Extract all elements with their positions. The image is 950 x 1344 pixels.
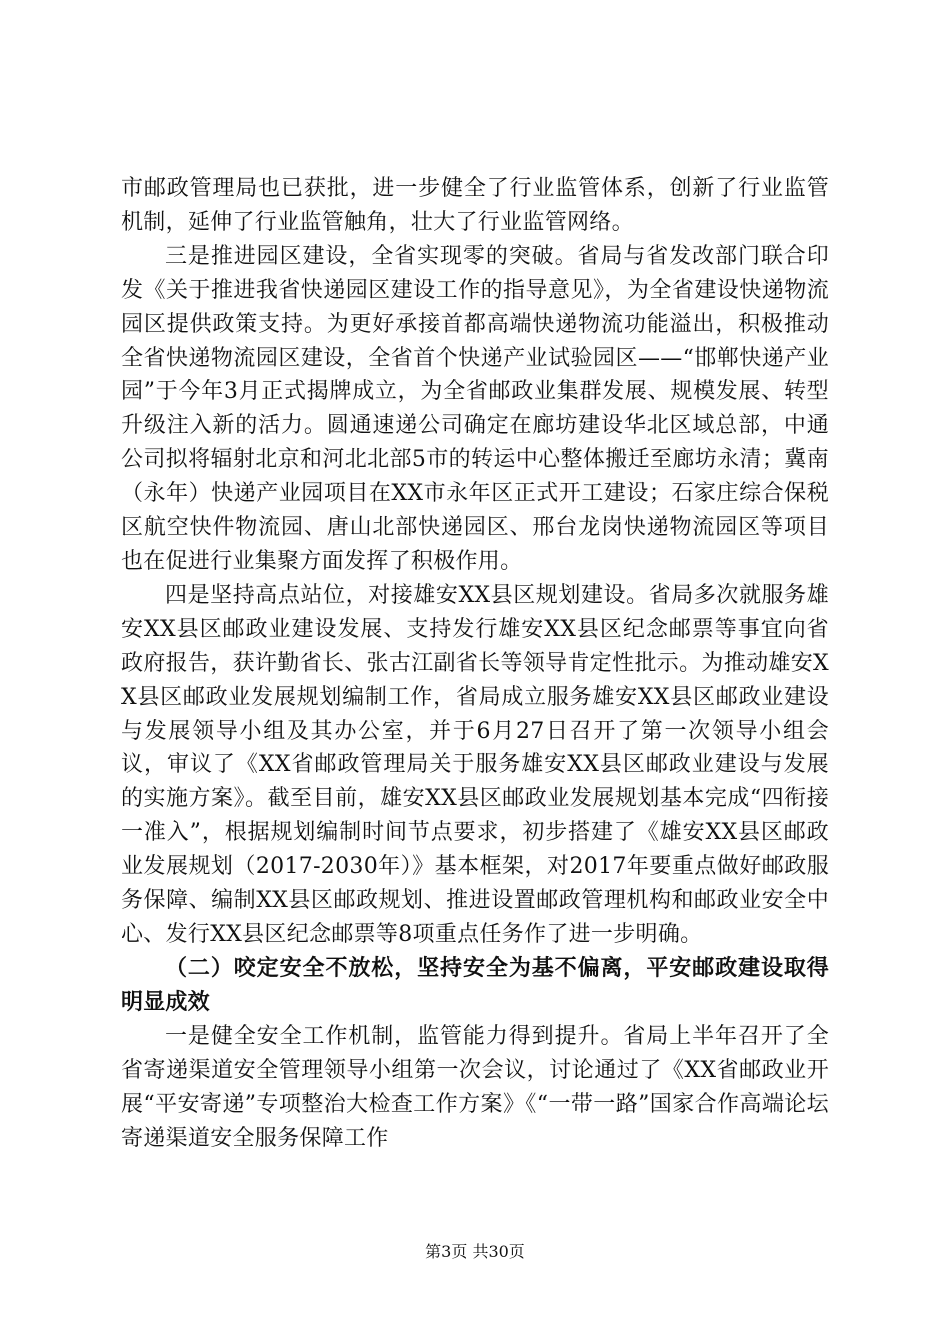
paragraph-continuation: 市邮政管理局也已获批，进一步健全了行业监管体系，创新了行业监管机制，延伸了行业监管触角，壮大了行业监管网络。: [121, 176, 829, 235]
paragraph-xiongan-planning: 四是坚持高点站位，对接雄安XX县区规划建设。省局多次就服务雄安XX县区邮政业建设发展、支持发行雄安XX县区纪念邮票等事宜向省政府报告，获许勤省长、张古江副省长等领导肯定性批示。为推动雄安XX县区邮政业发展规划编制工作，省局成立服务雄安XX县区邮政业建设与发展领导小组及其办公室，并于6月27日召开了第一次领导小组会议，审议了《XX省邮政管理局关于服务雄安XX县区邮政业建设与发展的实施方案》。截至目前，雄安XX县区邮政业发展规划基本完成“四衔接一准入”，根据规划编制时间节点要求，初步搭建了《雄安XX县区邮政业发展规划（2017-2030年）》基本框架，对2017年要重点做好邮政服务保障、编制XX县区邮政规划、推进设置邮政管理机构和邮政业安全中心、发行XX县区纪念邮票等8项重点任务作了进一步明确。: [121, 582, 829, 947]
section-heading: （二）咬定安全不放松，坚持安全为基不偏离，平安邮政建设取得明显成效: [121, 955, 829, 1015]
paragraph-safety-mechanism: 一是健全安全工作机制，监管能力得到提升。省局上半年召开了全省寄递渠道安全管理领导小组第一次会议，讨论通过了《XX省邮政业开展“平安寄递”专项整治大检查工作方案》《“一带一路”国家合作高端论坛寄递渠道安全服务保障工作: [121, 1023, 829, 1151]
paragraph-park-construction: 三是推进园区建设，全省实现零的突破。省局与省发改部门联合印发《关于推进我省快递园区建设工作的指导意见》，为全省建设快递物流园区提供政策支持。为更好承接首都高端快递物流功能溢出，积极推动全省快递物流园区建设，全省首个快递产业试验园区——“邯郸快递产业园”于今年3月正式揭牌成立，为全省邮政业集群发展、规模发展、转型升级注入新的活力。圆通速递公司确定在廊坊建设华北区域总部，中通公司拟将辐射北京和河北北部5市的转运中心整体搬迁至廊坊永清；冀南（永年）快递产业园项目在XX市永年区正式开工建设；石家庄综合保税区航空快件物流园、唐山北部快递园区、邢台龙岗快递物流园区等项目也在促进行业集聚方面发挥了积极作用。: [121, 243, 829, 574]
document-body: [121, 172, 829, 1155]
page-footer: 第3页 共30页: [425, 1242, 525, 1261]
